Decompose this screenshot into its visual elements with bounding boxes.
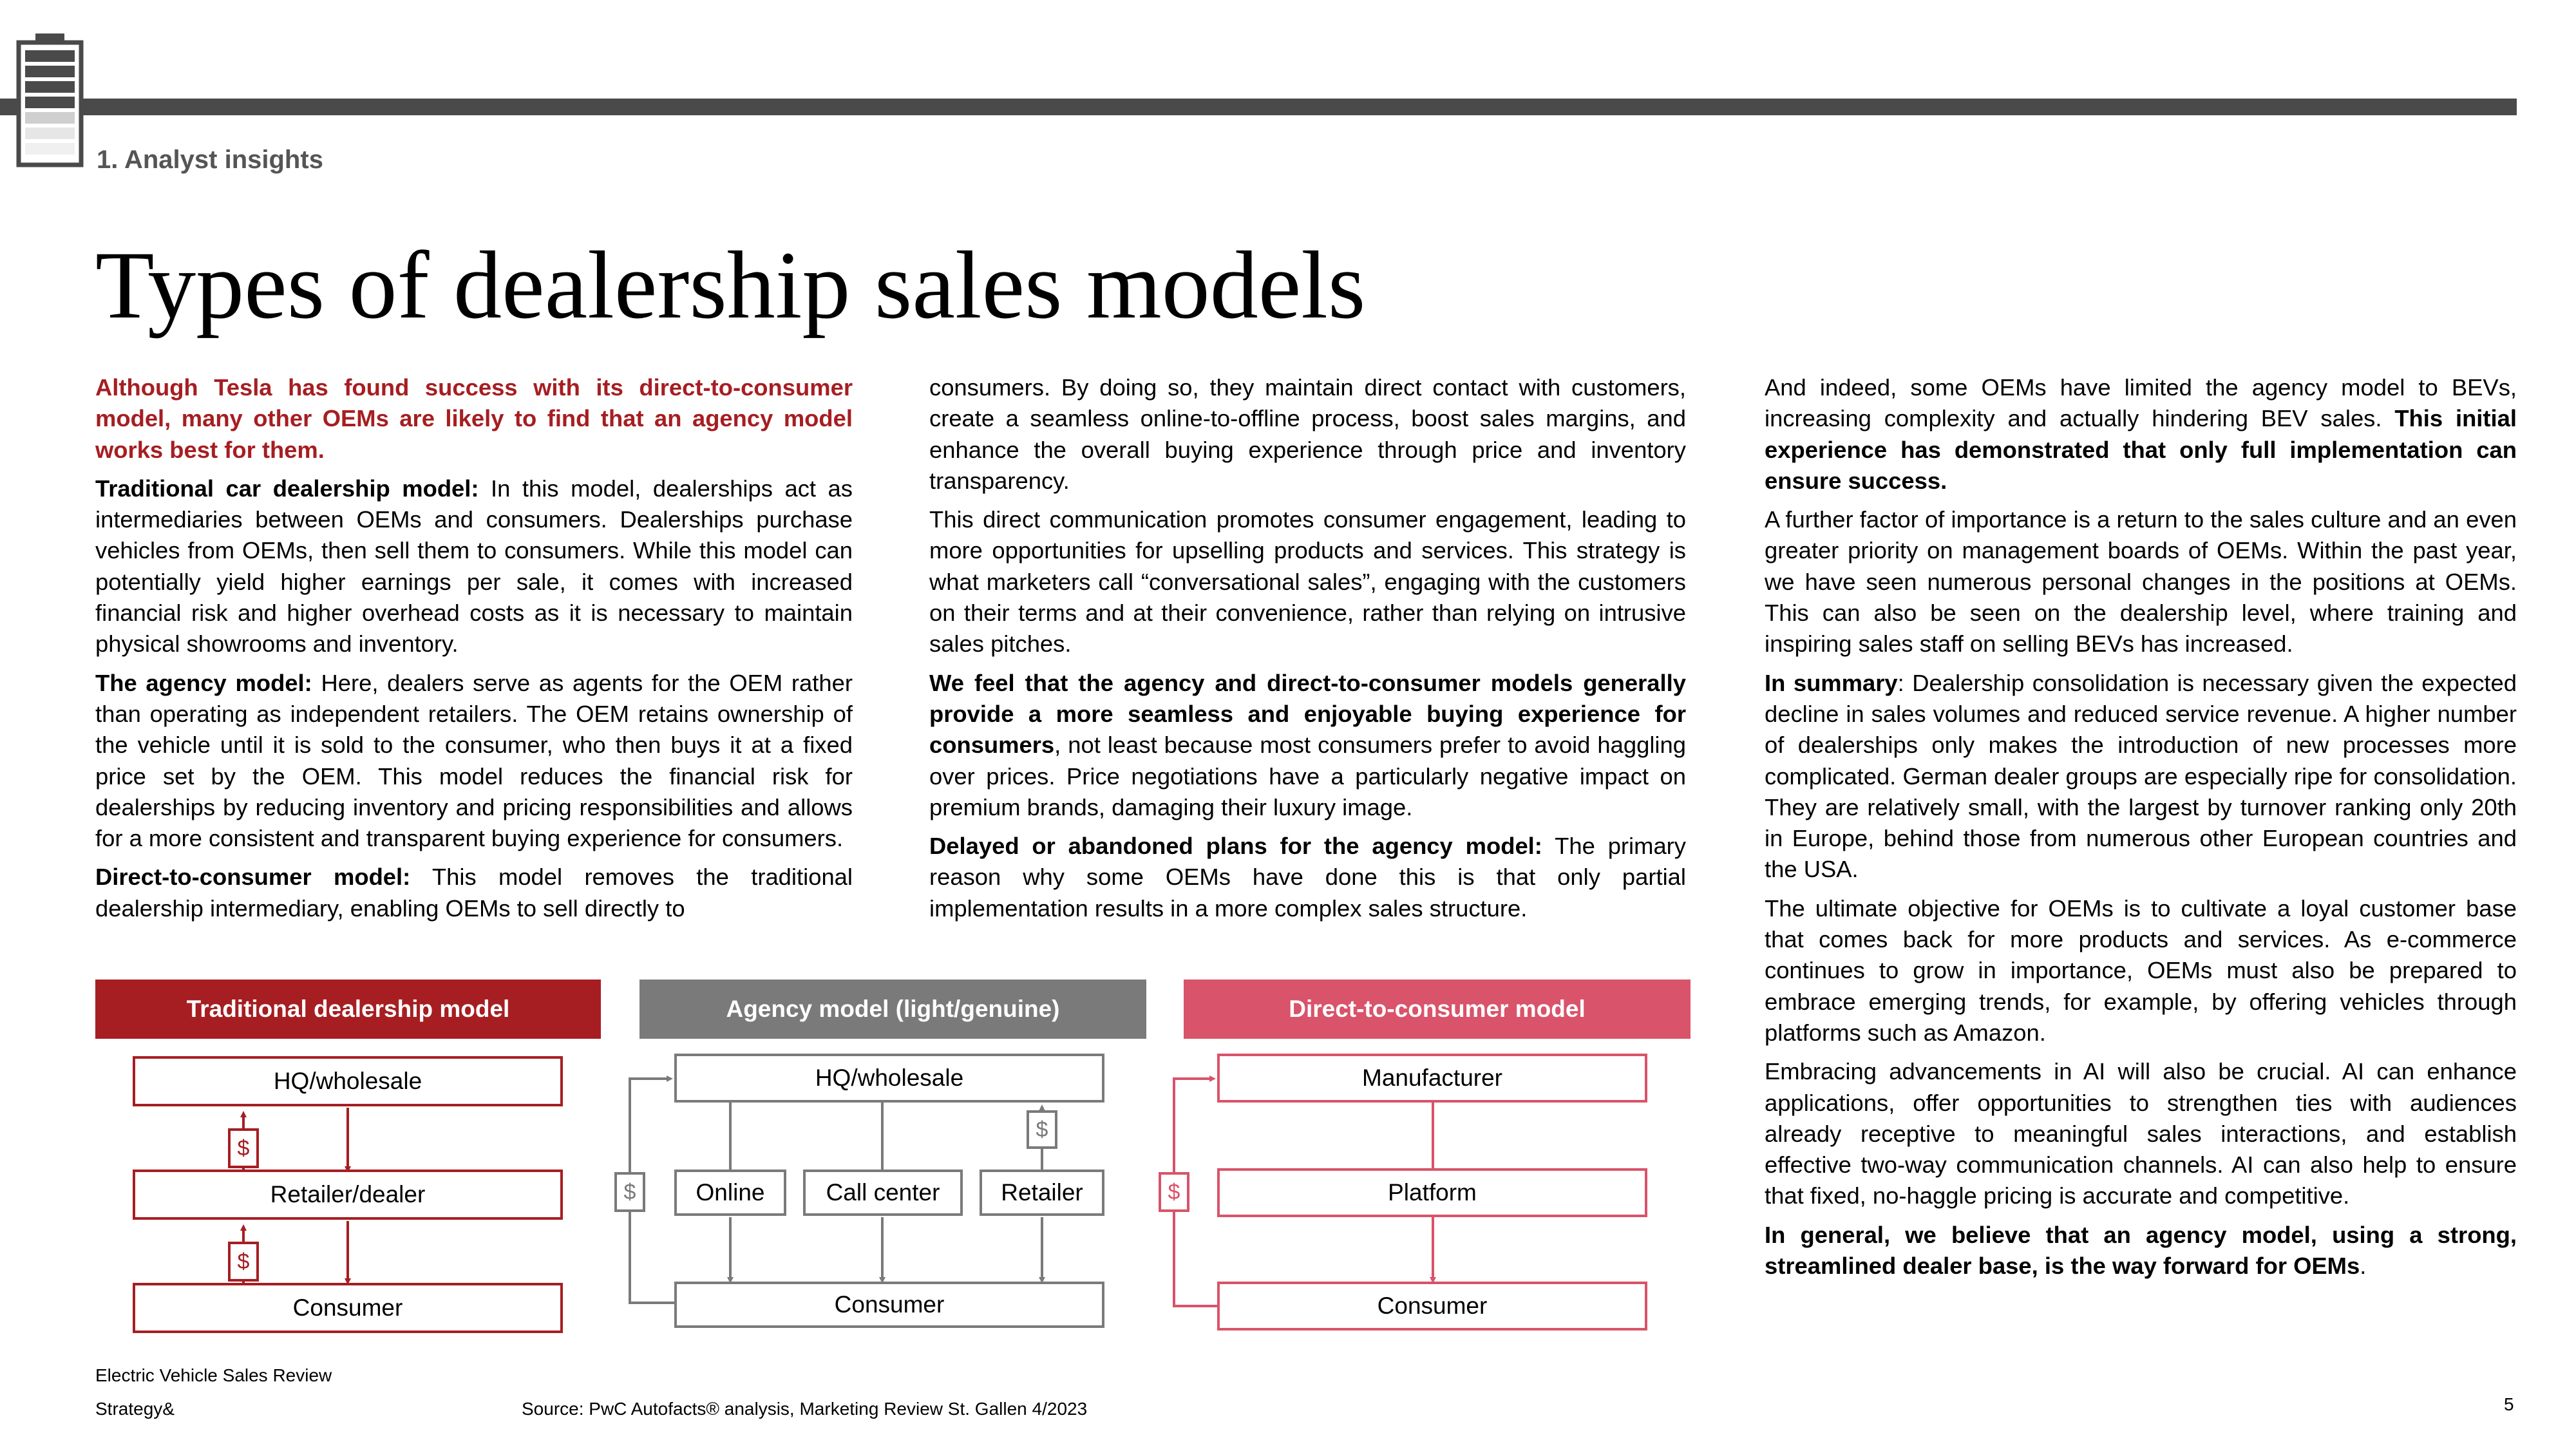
dollar-icon: $ bbox=[228, 1242, 259, 1282]
dollar-icon: $ bbox=[228, 1128, 259, 1168]
page-number: 5 bbox=[2504, 1394, 2514, 1414]
online-channel-box: Online bbox=[674, 1170, 786, 1216]
paragraph-text: . bbox=[2360, 1253, 2367, 1280]
manufacturer-box: Manufacturer bbox=[1217, 1054, 1647, 1103]
bold-lead-in: Traditional car dealership model: bbox=[95, 475, 479, 502]
retailer-dealer-box: Retailer/dealer bbox=[133, 1170, 563, 1220]
retailer-box: Retailer bbox=[980, 1170, 1104, 1216]
dollar-icon: $ bbox=[1027, 1110, 1057, 1149]
traditional-model-header: Traditional dealership model bbox=[95, 980, 601, 1039]
paragraph-text: The primary reason why some OEMs have done this is that only partial implementation results in a more complex sales structure. bbox=[929, 833, 1686, 922]
paragraph-text: Here, dealers serve as agents for the OEM rather than operating as independent retailers. The OEM retains ownership of the vehicle until it is sold to the consumer, who then buys it at a fixed price set by the OEM. This model reduces the financial risk for dealerships by reducing inventory and pricing responsibilities and allows for a more consistent and transparent buying experience for consumers. bbox=[95, 669, 853, 852]
bold-lead-in: Delayed or abandoned plans for the agency model: bbox=[929, 833, 1542, 860]
lead-paragraph: Although Tesla has found success with its direct-to-consumer model, many other OEMs are likely to find that an agency model works best for them. bbox=[95, 374, 853, 463]
bold-lead-in: Direct-to-consumer model: bbox=[95, 864, 411, 891]
call-center-box: Call center bbox=[803, 1170, 963, 1216]
hq-wholesale-box: HQ/wholesale bbox=[133, 1056, 563, 1106]
consumer-box: Consumer bbox=[1217, 1282, 1647, 1331]
publication-name: Electric Vehicle Sales Review bbox=[95, 1365, 332, 1385]
d2c-model-header: Direct-to-consumer model bbox=[1184, 980, 1690, 1039]
paragraph-text: : Dealership consolidation is necessary given the expected decline in sales volumes and reduced service revenue. A higher number of dealerships only makes the introduction of new processes more complicated. German dealer groups are especially ripe for consolidation. They are relatively small, with the largest by turnover ranking only 20th in Europe, behind those from numerous other European countries and the USA. bbox=[1765, 669, 2517, 883]
paragraph-text: This model removes the traditional dealership intermediary, enabling OEMs to sell directly to bbox=[95, 864, 853, 922]
paragraph-text: The ultimate objective for OEMs is to cultivate a loyal customer base that comes back for more products and services. As e-commerce continues to grow in importance, OEMs must also be prepared to embrace emerging trends, for example, by offering vehicles through platforms such as Amazon. bbox=[1765, 895, 2517, 1046]
paragraph-text: consumers. By doing so, they maintain direct contact with customers, create a seamless online-to-offline process, boost sales margins, and enhance the overall buying experience through price and inventory transparency. bbox=[929, 374, 1686, 494]
bold-lead-in: In summary bbox=[1765, 669, 1898, 696]
platform-box: Platform bbox=[1217, 1168, 1647, 1217]
paragraph-text: In this model, dealerships act as intermediaries between OEMs and consumers. Dealerships purchase vehicles from OEMs, then sell them to consumers. While this model can potentially yield higher earnings per sale, it comes with increased financial risk and higher overhead costs as it is necessary to maintain physical showrooms and inventory. bbox=[95, 475, 853, 658]
bold-lead-in: We feel that the agency and direct-to-consumer models generally provide a more seamless and enjoyable buying experience for consumers bbox=[929, 669, 1686, 759]
dollar-icon: $ bbox=[614, 1172, 645, 1212]
agency-model-header: Agency model (light/genuine) bbox=[639, 980, 1146, 1039]
dollar-icon: $ bbox=[1159, 1172, 1189, 1212]
brand-name: Strategy& bbox=[95, 1399, 175, 1419]
bold-statement: This initial experience has demonstrated that only full implementation can ensure success. bbox=[1765, 405, 2517, 494]
source-note: Source: PwC Autofacts® analysis, Marketing Review St. Gallen 4/2023 bbox=[522, 1399, 1088, 1419]
bold-lead-in: The agency model: bbox=[95, 669, 312, 696]
paragraph-text: , not least because most consumers prefer to avoid haggling over prices. Price negotiations have a particularly negative impact on premium brands, damaging their luxury image. bbox=[929, 732, 1686, 820]
bold-statement: In general, we believe that an agency model, using a strong, streamlined dealer base, is the way forward for OEMs bbox=[1765, 1221, 2517, 1280]
page-title: Types of dealership sales models bbox=[95, 232, 1366, 339]
consumer-box: Consumer bbox=[674, 1282, 1104, 1328]
paragraph-text: And indeed, some OEMs have limited the agency model to BEVs, increasing complexity and actually hindering BEV sales. bbox=[1765, 374, 2517, 432]
paragraph-text: This direct communication promotes consumer engagement, leading to more opportunities for upselling products and services. This strategy is what marketers call “conversational sales”, engaging with the customers on their terms and at their convenience, rather than relying on intrusive sales pitches. bbox=[929, 506, 1686, 658]
consumer-box: Consumer bbox=[133, 1283, 563, 1333]
hq-wholesale-box: HQ/wholesale bbox=[674, 1054, 1104, 1103]
section-label: 1. Analyst insights bbox=[97, 146, 323, 174]
paragraph-text: Embracing advancements in AI will also be crucial. AI can enhance applications, offer opportunities to strengthen ties with audiences already receptive to meaningful sales interactions, and establish effective two-way communication channels. AI can also help to ensure that fixed, no-haggle pricing is accurate and competitive. bbox=[1765, 1058, 2517, 1209]
paragraph-text: A further factor of importance is a return to the sales culture and an even greater priority on management boards of OEMs. Within the past year, we have seen numerous personal changes in the positions at OEMs. This can also be seen on the dealership level, where training and inspiring sales staff on selling BEVs has increased. bbox=[1765, 506, 2517, 658]
